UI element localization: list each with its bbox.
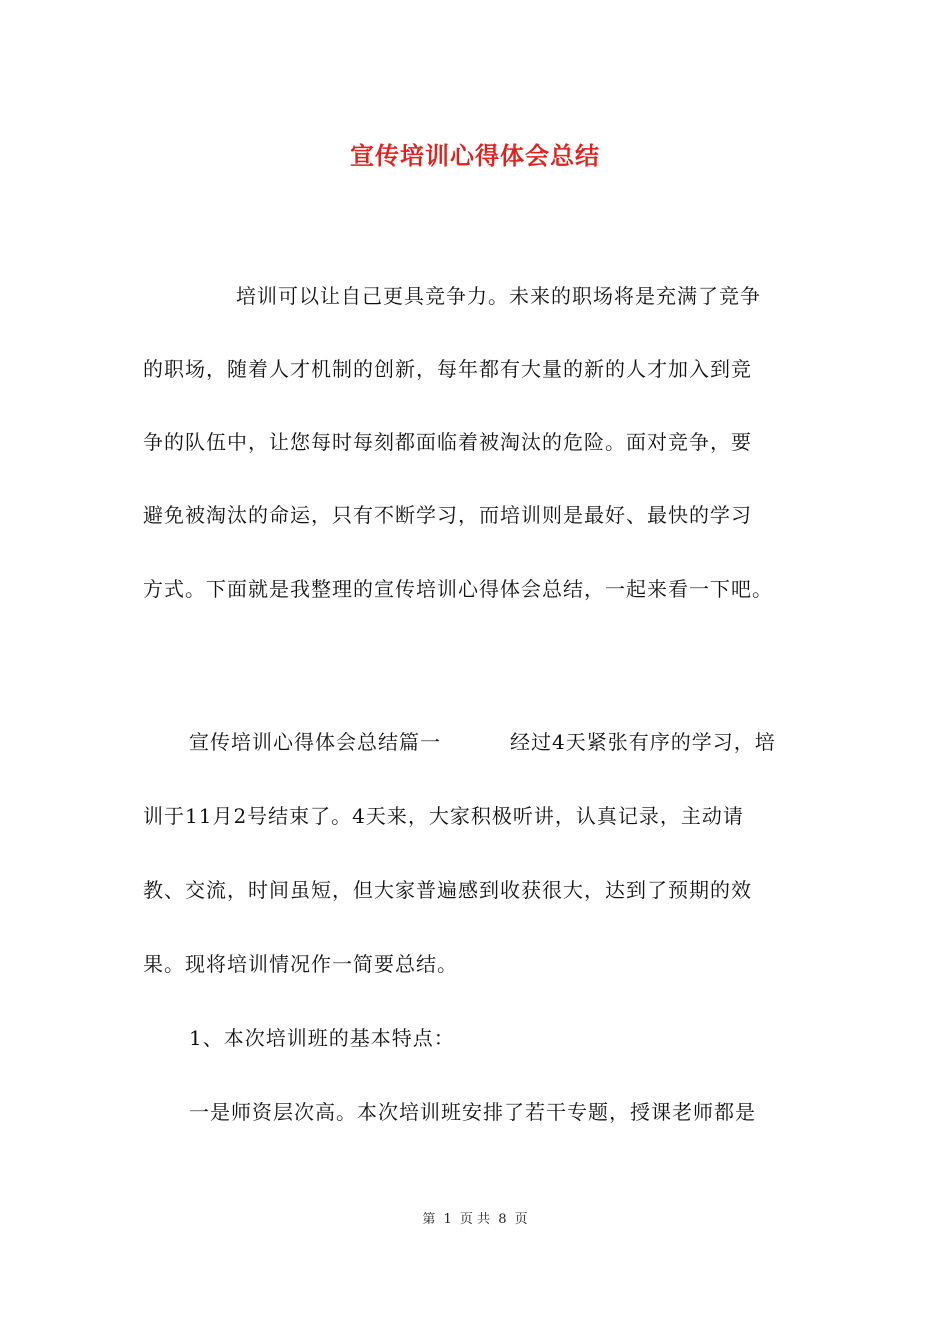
section-heading: 宣传培训心得体会总结篇一: [189, 730, 441, 754]
paragraph-line: 方式。下面就是我整理的宣传培训心得体会总结，一起来看一下吧。: [143, 577, 773, 601]
footer-suffix: 页: [514, 1212, 528, 1227]
page-footer: [0, 1208, 950, 1227]
paragraph-line: 的职场，随着人才机制的创新，每年都有大量的新的人才加入到竞: [143, 357, 752, 381]
footer-middle: 页 共: [459, 1212, 491, 1227]
paragraph-line: 培训可以让自己更具竞争力。未来的职场将是充满了竞争: [236, 284, 761, 308]
paragraph-line: 一是师资层次高。本次培训班安排了若干专题，授课老师都是: [189, 1100, 756, 1124]
paragraph-line: 果。现将培训情况作一简要总结。: [143, 952, 458, 976]
paragraph-line: 教、交流，时间虽短，但大家普遍感到收获很大，达到了预期的效: [143, 878, 752, 902]
list-heading: 1、本次培训班的基本特点：: [189, 1026, 455, 1050]
paragraph-line: 避免被淘汰的命运，只有不断学习，而培训则是最好、最快的学习: [143, 503, 752, 527]
footer-prefix: 第: [422, 1212, 436, 1227]
paragraph-line: 经过4天紧张有序的学习，培: [510, 730, 776, 754]
paragraph-line: 训于11月2号结束了。4天来，大家积极听讲，认真记录，主动请: [143, 804, 744, 828]
footer-page-number: 1: [443, 1212, 452, 1227]
footer-total-pages: 8: [498, 1212, 507, 1227]
paragraph-line: 争的队伍中，让您每时每刻都面临着被淘汰的危险。面对竞争，要: [143, 430, 752, 454]
document-title: 宣传培训心得体会总结: [350, 141, 600, 170]
